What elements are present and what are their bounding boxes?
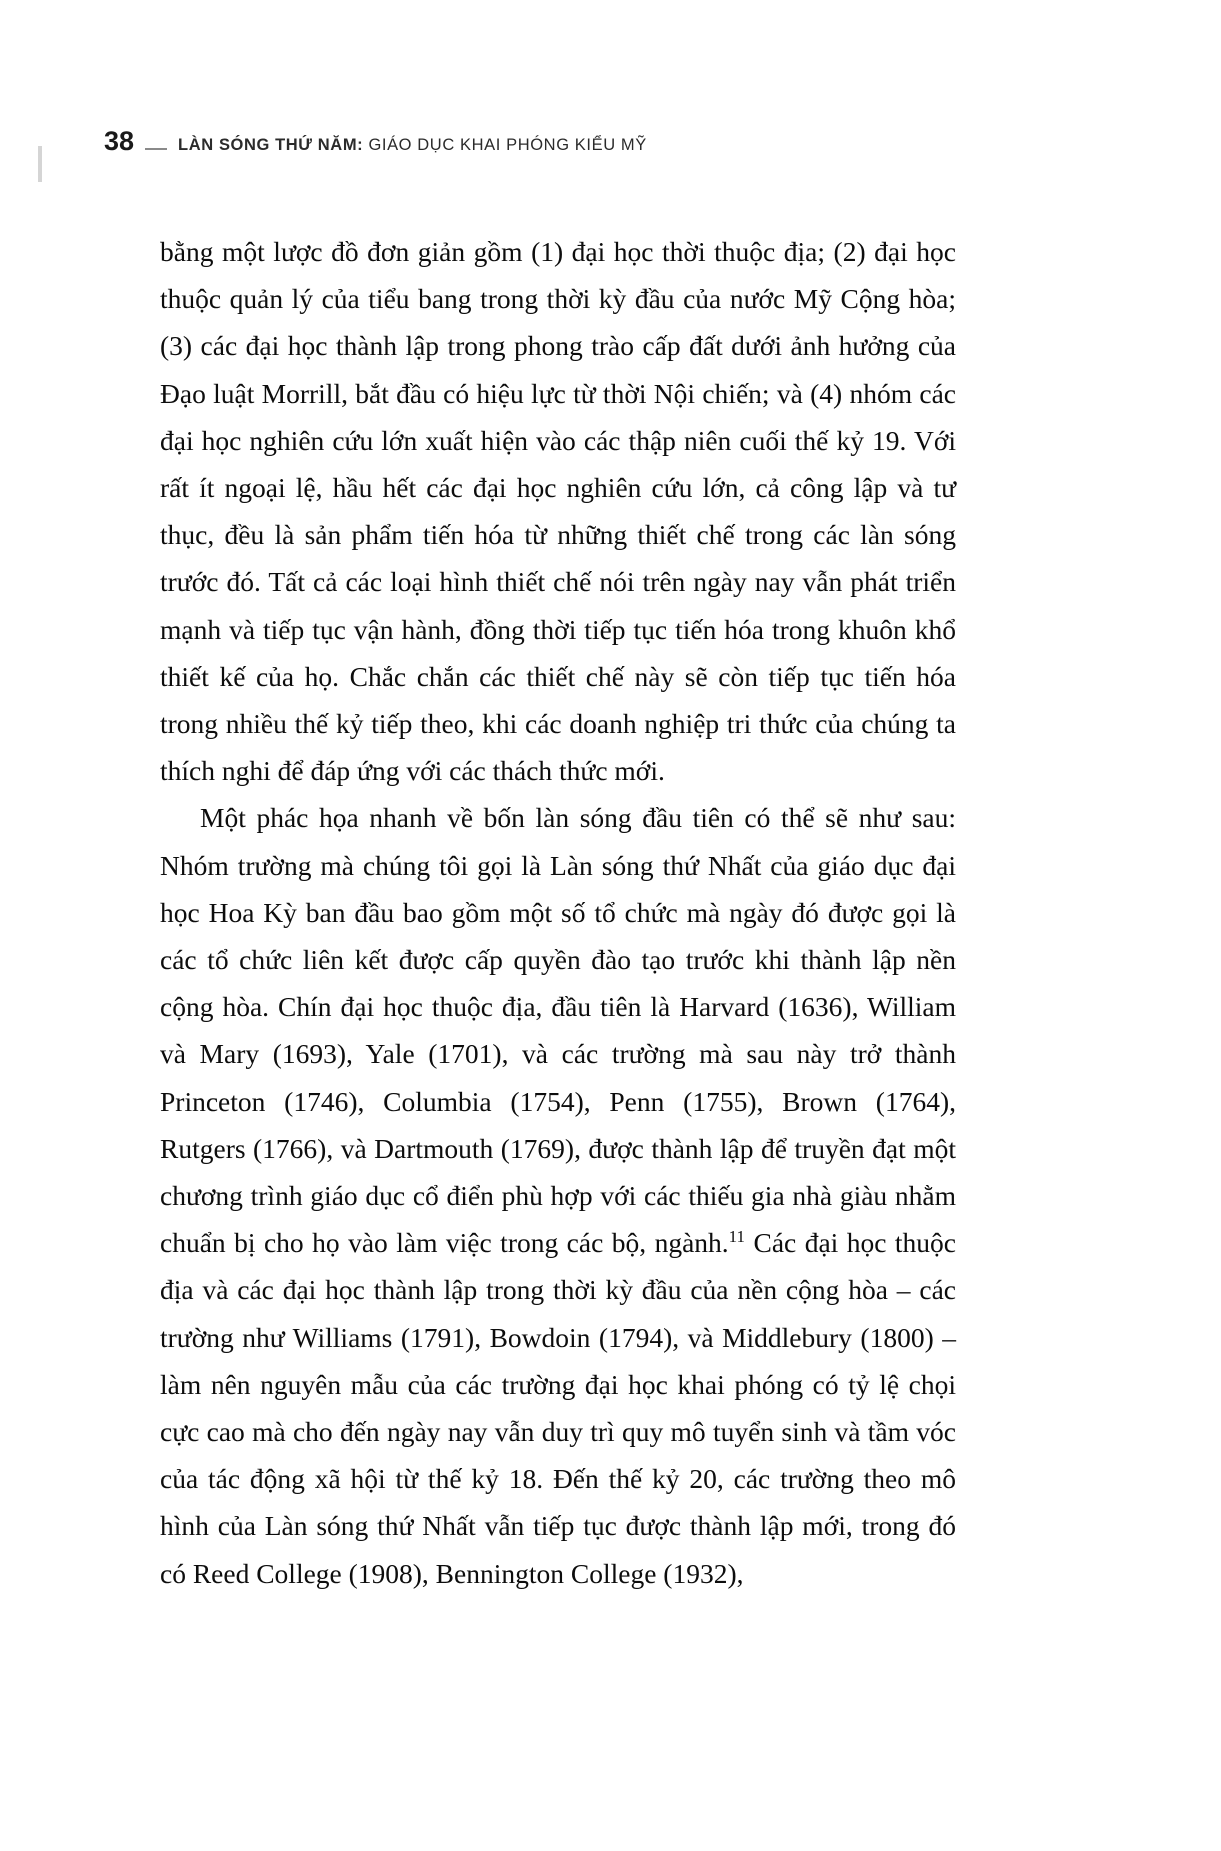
- paragraph-1: bằng một lược đồ đơn giản gồm (1) đại học thời thuộc địa; (2) đại học thuộc quản lý của tiểu bang trong thời kỳ đầu của nước Mỹ Cộng hòa; (3) các đại học thành lập trong phong trào cấp đất dưới ảnh hưởng của Đạo luật Morrill, bắt đầu có hiệu lực từ thời Nội chiến; và (4) nhóm các đại học nghiên cứu lớn xuất hiện vào các thập niên cuối thế kỷ 19. Với rất ít ngoại lệ, hầu hết các đại học nghiên cứu lớn, cả công lập và tư thục, đều là sản phẩm tiến hóa từ những thiết chế trong các làn sóng trước đó. Tất cả các loại hình thiết chế nói trên ngày nay vẫn phát triển mạnh và tiếp tục vận hành, đồng thời tiếp tục tiến hóa trong khuôn khổ thiết kế của họ. Chắc chắn các thiết chế này sẽ còn tiếp tục tiến hóa trong nhiều thế kỷ tiếp theo, khi các doanh nghiệp tri thức của chúng ta thích nghi để đáp ứng với các thách thức mới.: [160, 236, 956, 787]
- running-head-divider: [145, 148, 167, 150]
- text-column: [160, 228, 956, 1597]
- running-head: [104, 128, 1114, 162]
- footnote-marker[interactable]: 11: [728, 1227, 746, 1247]
- page-number: 38: [104, 126, 135, 156]
- running-head-title-rest: GIÁO DỤC KHAI PHÓNG KIỂU MỸ: [363, 136, 647, 154]
- margin-rule: [38, 146, 42, 182]
- paragraph-2-part-1: Một phác họa nhanh về bốn làn sóng đầu tiên có thể sẽ như sau: Nhóm trường mà chúng tôi gọi là Làn sóng thứ Nhất của giáo dục đại học Hoa Kỳ ban đầu bao gồm một số tổ chức mà ngày đó được gọi là các tổ chức liên kết được cấp quyền đào tạo trước khi thành lập nền cộng hòa. Chín đại học thuộc địa, đầu tiên là Harvard (1636), William và Mary (1693), Yale (1701), và các trường mà sau này trở thành Princeton (1746), Columbia (1754), Penn (1755), Brown (1764), Rutgers (1766), và Dartmouth (1769), được thành lập để truyền đạt một chương trình giáo dục cổ điển phù hợp với các thiếu gia nhà giàu nhằm chuẩn bị cho họ vào làm việc trong các bộ, ngành.: [160, 802, 956, 1259]
- paragraph-2-part-2: Các đại học thuộc địa và các đại học thành lập trong thời kỳ đầu của nền cộng hòa – các trường như Williams (1791), Bowdoin (1794), và Middlebury (1800) – làm nên nguyên mẫu của các trường đại học khai phóng có tỷ lệ chọi cực cao mà cho đến ngày nay vẫn duy trì quy mô tuyển sinh và tầm vóc của tác động xã hội từ thế kỷ 18. Đến thế kỷ 20, các trường theo mô hình của Làn sóng thứ Nhất vẫn tiếp tục được thành lập mới, trong đó có Reed College (1908), Bennington College (1932),: [160, 1227, 956, 1589]
- running-head-title-bold: LÀN SÓNG THỨ NĂM:: [178, 136, 364, 154]
- paragraph-2: [160, 794, 956, 1596]
- running-head-title: [178, 136, 647, 155]
